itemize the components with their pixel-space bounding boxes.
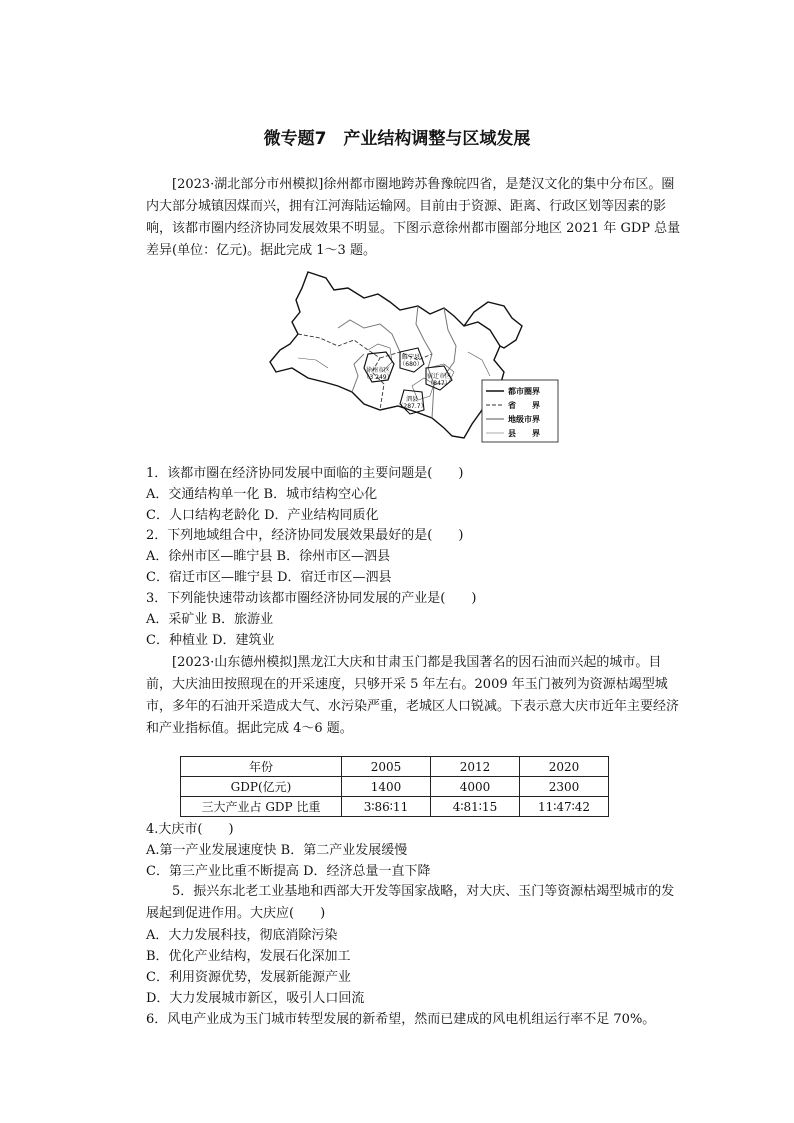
- table-cell: 1400: [342, 777, 431, 797]
- table-cell: GDP(亿元): [181, 777, 342, 797]
- table-header-cell: 2020: [520, 757, 609, 777]
- question-1-stem: 1．该都市圈在经济协同发展中面临的主要问题是( ): [146, 466, 464, 481]
- table-cell: 2300: [520, 777, 609, 797]
- map-label-suining: 睢宁县: [401, 354, 421, 361]
- map-value-xuzhou: （3 249）: [363, 374, 393, 381]
- question-6-stem: 6．风电产业成为玉门城市转型发展的新希望，然而已建成的风电机组运行率不足 70%。: [146, 1012, 656, 1027]
- intro-paragraph-1: [2023·湖北部分市州模拟]徐州都市圈地跨苏鲁豫皖四省，是楚汉文化的集中分布区。圈内大部分城镇因煤而兴，拥有江河海陆运输网。目前由于资源、距离、行政区划等因素的影响，该都市圈内经济协同发展效果不明显。下图示意徐州都市圈部分地区 2021 年 GDP 总量差异(单位：亿元)。据此完成 1～3 题。: [146, 177, 681, 258]
- table-cell: 三大产业占 GDP 比重: [181, 797, 342, 817]
- question-2-options-ab: A．徐州市区—睢宁县 B．徐州市区—泗县: [146, 549, 391, 564]
- table-cell: 3∶86∶11: [342, 797, 431, 817]
- map-legend: [482, 380, 558, 442]
- map-value-suqian: （847）: [427, 380, 451, 387]
- question-5-stem: 5．振兴东北老工业基地和西部大开发等国家战略，对大庆、玉门等资源枯竭型城市的发展起到促进作用。大庆应( ): [146, 884, 675, 921]
- question-1-options-cd: C．人口结构老龄化 D．产业结构同质化: [146, 508, 379, 523]
- question-1-options-ab: A．交通结构单一化 B．城市结构空心化: [146, 487, 378, 502]
- table-header-cell: 年份: [181, 757, 342, 777]
- question-5-option-c: C．利用资源优势，发展新能源产业: [146, 970, 351, 985]
- question-5-option-d: D．大力发展城市新区，吸引人口回流: [146, 991, 365, 1006]
- map-label-suqian: 宿迁市区: [426, 373, 452, 380]
- table-header-cell: 2005: [342, 757, 431, 777]
- page-title: 微专题7 产业结构调整与区域发展: [263, 129, 531, 149]
- table-cell: 11∶47∶42: [520, 797, 609, 817]
- question-3-stem: 3．下列能快速带动该都市圈经济协同发展的产业是( ): [146, 591, 477, 606]
- table-row: [181, 797, 609, 817]
- question-5-option-a: A．大力发展科技，彻底消除污染: [146, 928, 338, 943]
- map-label-xuzhou: 徐州市区: [365, 367, 391, 374]
- question-4-stem: 4.大庆市( ): [146, 822, 234, 837]
- table-cell: 4000: [431, 777, 520, 797]
- metro-boundary: [270, 272, 504, 438]
- question-2-stem: 2．下列地域组合中，经济协同发展效果最好的是( ): [146, 528, 464, 543]
- table-header-cell: 2012: [431, 757, 520, 777]
- map-label-sixian: 泗县: [405, 396, 419, 403]
- table-row: [181, 777, 609, 797]
- daqing-indicator-table: [180, 756, 609, 817]
- question-4-options-ab: A.第一产业发展速度快 B．第二产业发展缓慢: [146, 843, 408, 858]
- table-cell: 4∶81∶15: [431, 797, 520, 817]
- map-value-sixian: （287.7）: [397, 403, 427, 410]
- question-3-options-ab: A．采矿业 B．旅游业: [146, 612, 274, 627]
- map-value-suining: （680）: [399, 361, 423, 368]
- xuzhou-metro-map: [268, 268, 568, 450]
- legend-county-boundary: 县 界: [508, 429, 540, 438]
- table-header-row: [181, 757, 609, 777]
- intro-paragraph-2: [2023·山东德州模拟]黑龙江大庆和甘肃玉门都是我国著名的因石油而兴起的城市。目前，大庆油田按照现在的开采速度，只够开采 5 年左右。2009 年玉门被列为资源枯竭型城市，多年的石油开采造成大气、水污染严重，老城区人口锐减。下表示意大庆市近年主要经济和产业指标值。据此完成 4～6 题。: [146, 655, 680, 736]
- question-4-options-cd: C．第三产业比重不断提高 D．经济总量一直下降: [146, 864, 431, 879]
- legend-metro-boundary: 都市圈界: [508, 387, 540, 396]
- question-5-option-b: B．优化产业结构，发展石化深加工: [146, 949, 351, 964]
- question-2-options-cd: C．宿迁市区—睢宁县 D．宿迁市区—泗县: [146, 570, 392, 585]
- question-3-options-cd: C．种植业 D．建筑业: [146, 633, 275, 648]
- legend-city-boundary: 地级市界: [508, 415, 540, 424]
- legend-province-boundary: 省 界: [508, 401, 540, 410]
